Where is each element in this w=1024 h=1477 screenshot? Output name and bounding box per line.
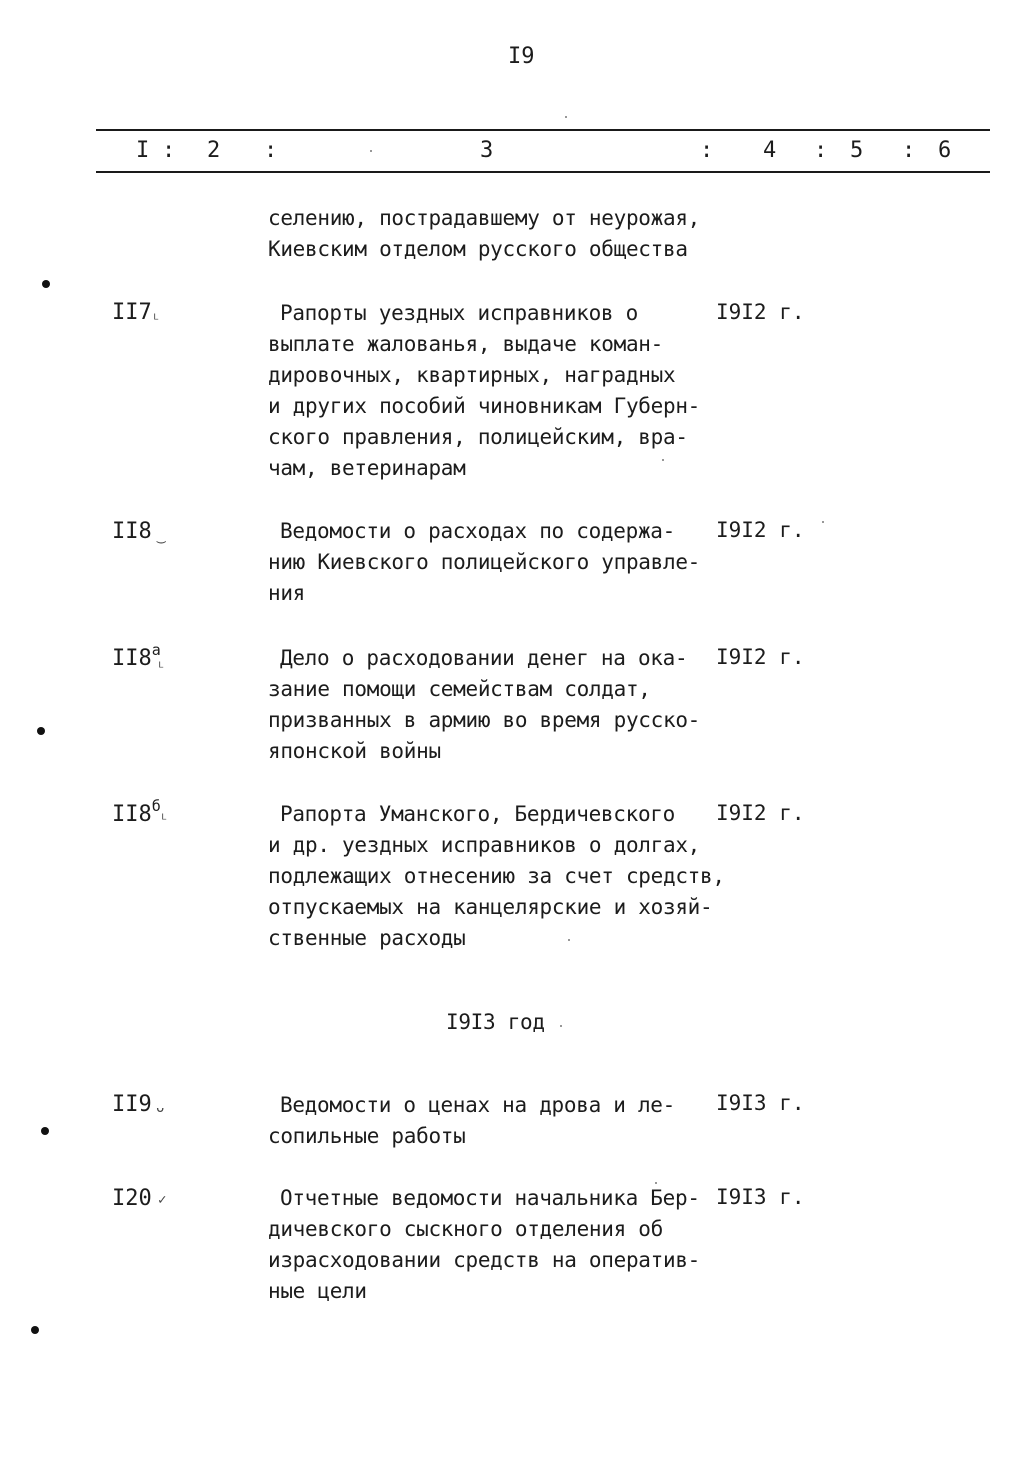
entry-description [268,1183,700,1307]
paper-speck [370,150,372,152]
entry-year: I9I3 г. [716,1185,805,1209]
check-mark-icon: ᴸ [157,660,166,676]
text-line: ния [268,581,306,605]
section-heading: I9I3 год [446,1010,545,1034]
binding-hole-mark [37,727,45,735]
entry-number: II7 [112,300,152,325]
text-line: дичевского сыскного отделения об [268,1217,663,1241]
text-line: израсходовании средств на оператив- [268,1248,701,1272]
text-line: выплате жалованья, выдаче коман- [268,332,663,356]
entry-number-superscript: б [151,797,161,815]
entry-year: I9I2 г. [716,645,805,669]
check-mark-icon: ᴸ [152,312,161,328]
text-line: зание помощи семействам солдат, [268,677,651,701]
paper-speck [565,116,567,118]
text-line: отпускаемых на канцелярские и хозяй- [268,895,713,919]
text-line: призванных в армию во время русско- [268,708,701,732]
paper-speck [560,1025,562,1027]
entry-number-superscript: а [151,641,161,659]
column-header-5: 5 [850,138,864,163]
entry-number [112,641,161,671]
entry-year: I9I2 г. [716,518,805,542]
paper-speck [822,521,824,523]
text-line: Отчетные ведомости начальника Бер- [280,1186,700,1210]
entry-number: II8 [112,519,152,544]
binding-hole-mark [42,280,50,288]
entry-description [268,298,700,484]
text-line: чам, ветеринарам [268,456,466,480]
entry-year: I9I2 г. [716,801,805,825]
column-separator: : [162,138,176,163]
text-line: Киевским отделом русского общества [268,237,688,261]
text-line: сопильные работы [268,1124,466,1148]
text-line: подлежащих отнесению за счет средств, [268,864,725,888]
paper-speck [655,1182,657,1184]
entry-number-value: II8 [112,646,152,671]
text-line: нию Киевского полицейского управле- [268,550,701,574]
entry-description [268,799,725,954]
header-bottom-rule [96,171,990,173]
continuation-text [268,203,700,265]
text-line: Рапорты уездных исправников о [280,301,638,325]
text-line: ского правления, полицейским, вра- [268,425,688,449]
check-mark-icon: ✓ [158,1192,167,1208]
column-header-1: I [136,138,150,163]
text-line: Ведомости о расходах по содержа- [280,519,675,543]
entry-year: I9I2 г. [716,300,805,324]
text-line: Рапорта Уманского, Бердичевского [280,802,675,826]
entry-number: II9 [112,1092,152,1117]
text-line: селению, пострадавшему от неурожая, [268,206,701,230]
check-mark-icon: ᴗ [156,1100,165,1116]
column-header-4: 4 [763,138,777,163]
entry-description [268,1090,675,1152]
column-separator: : [902,138,916,163]
paper-speck [568,939,570,941]
text-line: и других пособий чиновникам Губерн- [268,394,701,418]
paper-speck [662,459,664,461]
check-mark-icon: ‿ [157,528,166,544]
entry-description [268,516,700,609]
text-line: ственные расходы [268,926,466,950]
column-separator: : [264,138,278,163]
entry-number-value: II8 [112,802,152,827]
binding-hole-mark [41,1127,49,1135]
entry-year: I9I3 г. [716,1091,805,1115]
page-number: I9 [508,44,535,69]
text-line: Ведомости о ценах на дрова и ле- [280,1093,675,1117]
text-line: ные цели [268,1279,367,1303]
text-line: и др. уездных исправников о долгах, [268,833,701,857]
column-separator: : [814,138,828,163]
entry-number: I20 [112,1186,152,1211]
text-line: Дело о расходовании денег на ока- [280,646,688,670]
entry-number [112,797,161,827]
column-header-6: 6 [938,138,952,163]
header-top-rule [96,129,990,131]
binding-hole-mark [31,1326,39,1334]
entry-description [268,643,700,767]
column-separator: : [700,138,714,163]
column-header-3: 3 [480,138,494,163]
column-header-2: 2 [207,138,221,163]
check-mark-icon: ᴸ [160,812,169,828]
text-line: японской войны [268,739,441,763]
text-line: дировочных, квартирных, наградных [268,363,676,387]
